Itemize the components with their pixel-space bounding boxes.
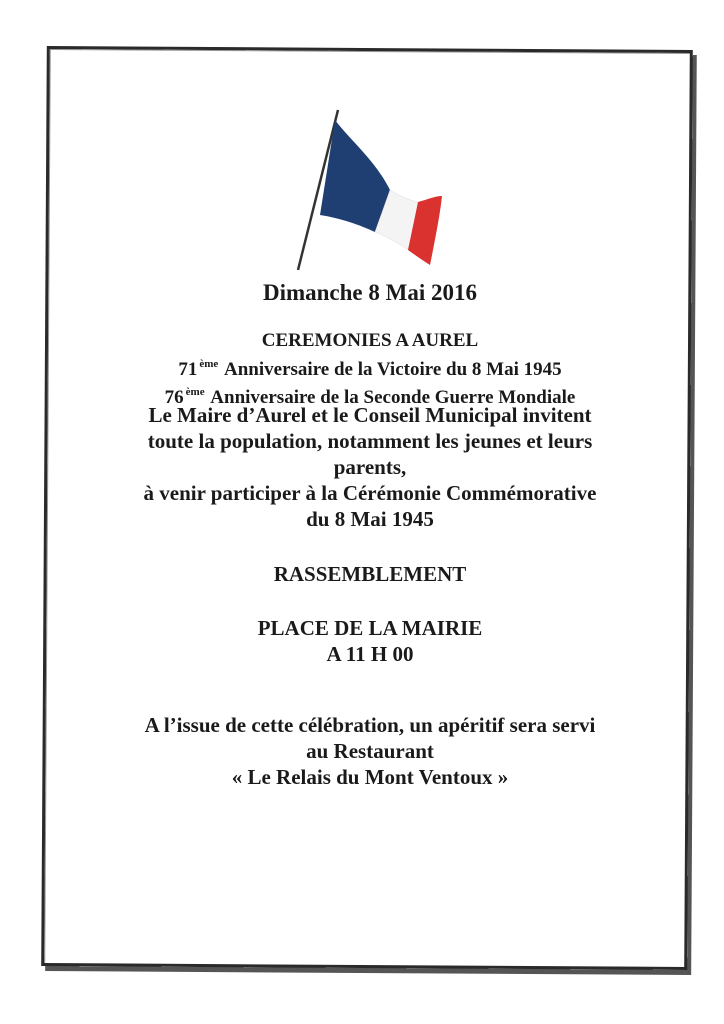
aperitif-line: A l’issue de cette célébration, un apéritif sera servi <box>144 713 596 737</box>
invitation-line: parents, <box>333 455 407 479</box>
meeting-place: PLACE DE LA MAIRIE <box>257 616 483 640</box>
event-date-text: Dimanche 8 Mai 2016 <box>262 280 477 305</box>
invitation-line: Le Maire d’Aurel et le Conseil Municipal invitent <box>148 403 592 427</box>
meeting-location <box>70 615 670 667</box>
restaurant-name: « Le Relais du Mont Ventoux » <box>231 765 509 789</box>
aperitif-paragraph <box>70 712 670 790</box>
french-flag-icon <box>290 100 460 280</box>
invitation-line: toute la population, notamment les jeunes et leurs <box>147 429 593 453</box>
anniversary-victory <box>70 353 670 381</box>
anniversary-victory-number: 71 <box>178 359 198 380</box>
anniversary-victory-suffix: ème <box>199 358 219 370</box>
anniversary-war-text: Anniversaire de la Seconde Guerre Mondiale <box>210 387 576 408</box>
anniversaries <box>70 353 670 409</box>
rassemblement-heading <box>70 562 670 587</box>
aperitif-line: au Restaurant <box>306 739 434 763</box>
invitation-line: du 8 Mai 1945 <box>306 507 434 531</box>
invitation-line: à venir participer à la Cérémonie Commémorative <box>143 481 597 505</box>
ceremonies-heading-text: CEREMONIES A AUREL <box>261 330 479 351</box>
anniversary-war-number: 76 <box>164 387 184 408</box>
rassemblement-text: RASSEMBLEMENT <box>273 562 467 586</box>
invitation-paragraph <box>70 402 670 532</box>
ceremonies-heading <box>70 330 670 352</box>
meeting-time: A 11 H 00 <box>326 642 414 666</box>
event-date <box>70 280 670 306</box>
anniversary-war-suffix: ème <box>185 386 205 398</box>
anniversary-victory-text: Anniversaire de la Victoire du 8 Mai 1945 <box>224 359 562 380</box>
